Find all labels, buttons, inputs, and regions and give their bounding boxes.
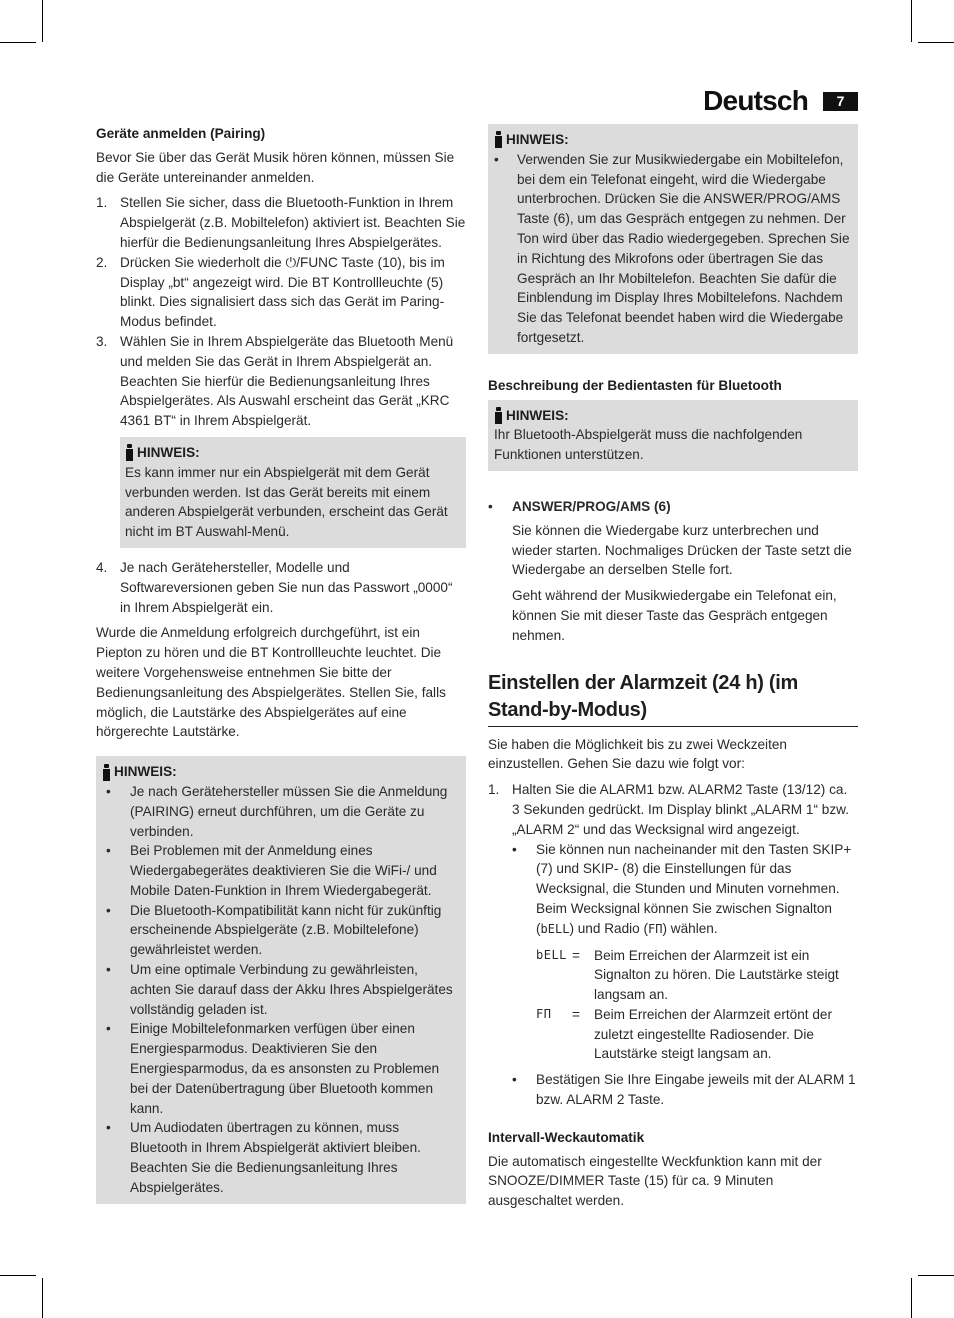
page-language-title: Deutsch	[703, 85, 808, 116]
alarm-step-1	[488, 780, 858, 1110]
pairing-steps	[96, 193, 466, 431]
pairing-heading: Geräte anmelden (Pairing)	[96, 126, 266, 141]
step-text: Halten Sie die ALARM1 bzw. ALARM2 Taste (13/12) ca. 3 Sekunden gedrückt. Im Display blinkt „ALARM 1“ bzw. „ALARM 2“ und das Wecksignal wird angezeigt.	[512, 782, 849, 837]
hint-bullet-list	[494, 150, 850, 348]
power-icon: ⏻	[285, 254, 297, 270]
hint-text: Es kann immer nur ein Abspielgerät mit dem Gerät verbunden werden. Ist das Gerät bereits mit einem anderen Abspielgerät verbunden, erscheint das Gerät nicht im BT Auswahl-Menü.	[125, 464, 448, 540]
hint-label: HINWEIS:	[506, 407, 569, 423]
step-number: 3.	[96, 333, 108, 349]
crop-mark	[0, 1275, 36, 1276]
hint-bullet-list	[102, 782, 458, 1198]
definition-row: FΠ = Beim Erreichen der Alarmzeit ertönt der zuletzt eingestellte Radiosender. Die Lautstärke steigt langsam an.	[536, 1005, 858, 1064]
info-icon	[494, 131, 503, 148]
crop-mark	[918, 1275, 954, 1276]
crop-mark	[42, 0, 43, 42]
crop-mark	[911, 1278, 912, 1318]
symbol-definitions	[536, 946, 858, 1065]
hint-box-bt-functions	[488, 400, 858, 471]
list-item: • Bei Problemen mit der Anmeldung eines Wiedergabegerätes deaktivieren Sie die WiFi-/ und Mobile Daten-Funktion in Ihrem Wiedergabegerät.	[106, 843, 437, 898]
list-item: • Um Audiodaten übertragen zu können, muss Bluetooth in Ihrem Abspielgerät aktiviert bleiben. Beachten Sie die Bedienungsanleitung Ihres Abspielgerätes.	[106, 1120, 421, 1195]
step-number: 4.	[96, 559, 108, 575]
list-item: • Um eine optimale Verbindung zu gewährleisten, achten Sie darauf dass der Akku Ihres Abspielgerätes vollständig geladen ist.	[106, 962, 453, 1017]
interval-text: Die automatisch eingestellte Weckfunktion kann mit der SNOOZE/DIMMER Taste (15) für ca. 9 Minuten ausgeschaltet werden.	[488, 1153, 822, 1209]
pairing-intro: Bevor Sie über das Gerät Musik hören können, müssen Sie die Geräte untereinander anmelden.	[96, 149, 455, 185]
pairing-step-3	[96, 332, 466, 431]
step-text-a: Drücken Sie wiederholt die	[120, 254, 286, 270]
alarm-heading: Einstellen der Alarmzeit (24 h) (im Stand-by-Modus)	[488, 670, 858, 727]
list-item-answer: • ANSWER/PROG/AMS (6) Sie können die Wiedergabe kurz unterbrechen und wieder starten. Nochmaliges Drücken der Taste setzt die Wiedergabe an derselben Stelle fort. Geht während der Musikwiedergabe ein Telefonat ein, können Sie mit dieser Taste das Gespräch entgegen nehmen.	[488, 497, 858, 646]
info-icon	[102, 764, 111, 781]
list-item: • Bestätigen Sie Ihre Eingabe jeweils mit der ALARM 1 bzw. ALARM 2 Taste.	[512, 1072, 856, 1108]
hint-box-single-device	[120, 437, 466, 548]
fm-symbol-icon: FΠ	[648, 921, 663, 936]
bell-symbol-icon: bELL	[536, 947, 567, 962]
crop-mark	[911, 0, 912, 42]
pairing-step-2	[96, 253, 466, 332]
list-item: • Je nach Gerätehersteller müssen Sie die Anmeldung (PAIRING) erneut durchführen, um die Geräte zu verbinden.	[106, 783, 448, 839]
alarm-steps	[488, 780, 858, 1110]
pairing-step-1	[96, 193, 466, 252]
hint-box-phone-call	[488, 124, 858, 354]
alarm-sub-list	[512, 840, 858, 1110]
hint-label: HINWEIS:	[114, 764, 177, 780]
interval-heading: Intervall-Weckautomatik	[488, 1129, 645, 1145]
step-number: 2.	[96, 254, 108, 270]
step-text: Stellen Sie sicher, dass die Bluetooth-Funktion in Ihrem Abspielgerät (z.B. Mobiltelefon) aktiviert ist. Beachten Sie hierfür die Bedienungsanleitung Ihres Abspielgerätes.	[120, 195, 466, 250]
left-column	[96, 124, 466, 1214]
step-text: Wählen Sie in Ihrem Abspielgeräte das Bluetooth Menü und melden Sie das Gerät in Ihrem Abspielgerät an. Beachten Sie hierfür die Bedienungsanleitung Ihres Abspielgerätes. Als Auswahl erscheint das Gerät „KRC 4361 BT“ in Ihrem Abspielgerät.	[120, 333, 454, 429]
key-title: ANSWER/PROG/AMS (6)	[512, 498, 671, 514]
page-number: 7	[823, 92, 858, 111]
bell-symbol-icon: bELL	[540, 921, 570, 936]
hint-text: Ihr Bluetooth-Abspielgerät muss die nachfolgenden Funktionen unterstützen.	[494, 427, 803, 463]
info-icon	[494, 407, 503, 424]
definition-row: bELL = Beim Erreichen der Alarmzeit ist ein Signalton zu hören. Die Lautstärke steigt langsam an.	[536, 946, 858, 1005]
pairing-step-4	[96, 558, 466, 617]
step-text: Je nach Gerätehersteller, Modelle und Softwareversionen geben Sie nun das Passwort „0000“ in Ihrem Abspielgerät ein.	[120, 559, 453, 615]
crop-mark	[0, 42, 36, 43]
bt-keys-heading: Beschreibung der Bedientasten für Bluetooth	[488, 377, 782, 393]
pairing-step-4-list	[96, 558, 466, 617]
pairing-outro: Wurde die Anmeldung erfolgreich durchgeführt, ist ein Piepton zu hören und die BT Kontrollleuchte leuchtet. Die weitere Vorgehensweise entnehmen Sie bitte der Bedienungsanleitung des Abspielgerätes. Stellen Sie, falls möglich, die Lautstärke des Abspielgerätes auf eine hörgerechte Lautstärke.	[96, 625, 446, 740]
list-item: • Sie können nun nacheinander mit den Tasten SKIP+ (7) und SKIP- (8) die Einstellungen für das Wecksignal, die Stunden und Minuten vornehmen. Beim Wecksignal können Sie zwischen Signalton (bELL) und Radio (FΠ) wählen. bELL = Beim Erreichen der Alarmzeit ist ein Signalton zu hören. Die Lautstärke steigt langsam an. FΠ = Beim Erreichen der Alarmzeit ertönt der zuletzt eingestellte Radiosender. Die Lautstärke steigt langsam an.	[512, 840, 858, 1065]
list-item: • Die Bluetooth-Kompatibilität kann nicht für zukünftig erscheinende Abspielgeräte (z.B. Mobiltelefone) gewährleistet werden.	[106, 902, 442, 958]
hint-box-pairing-notes	[96, 756, 466, 1204]
hint-label: HINWEIS:	[137, 444, 200, 460]
step-number: 1.	[488, 782, 500, 798]
step-number: 1.	[96, 195, 108, 211]
list-item: • Verwenden Sie zur Musikwiedergabe ein Mobiltelefon, bei dem ein Telefonat eingeht, wird die Wiedergabe unterbrochen. Drücken Sie die ANSWER/PROG/AMS Taste (6), um das Gespräch entgegen zu nehmen. Der Ton wird über das Radio wiedergegeben. Sprechen Sie in Richtung des Mikrofons oder übertragen Sie das Gespräch an Ihr Mobiltelefon. Beachten Sie dafür die Einblendung im Display Ihres Mobiltelefons. Nachdem Sie das Telefonat beendet haben wird die Wiedergabe fortgesetzt.	[494, 151, 850, 345]
step-text-b: /FUNC Taste (10), bis im Display „bt“ angezeigt wird. Die BT Kontrollleuchte (5) blinkt. Dies signalisiert dass sich das Gerät im Paring-Modus befindet.	[120, 254, 445, 330]
crop-mark	[918, 42, 954, 43]
alarm-intro: Sie haben die Möglichkeit bis zu zwei Weckzeiten einzustellen. Gehen Sie dazu wie folgt vor:	[488, 736, 787, 772]
crop-mark	[42, 1278, 43, 1318]
info-icon	[125, 444, 134, 461]
hint-label: HINWEIS:	[506, 132, 569, 147]
right-column	[488, 124, 858, 1217]
key-description-2: Geht während der Musikwiedergabe ein Telefonat ein, können Sie mit dieser Taste das Gespräch entgegen nehmen.	[512, 588, 837, 643]
list-item: • Einige Mobiltelefonmarken verfügen über einen Energiesparmodus. Deaktivieren Sie den Energiesparmodus, da es ansonsten zu Problemen bei der Datenübertragung über Bluetooth kommen kann.	[106, 1021, 440, 1116]
key-description-1: Sie können die Wiedergabe kurz unterbrechen und wieder starten. Nochmaliges Drücken der Taste setzt die Wiedergabe an derselben Stelle fort.	[512, 522, 852, 578]
bt-keys-list	[488, 497, 858, 646]
fm-symbol-icon: FΠ	[536, 1006, 552, 1021]
